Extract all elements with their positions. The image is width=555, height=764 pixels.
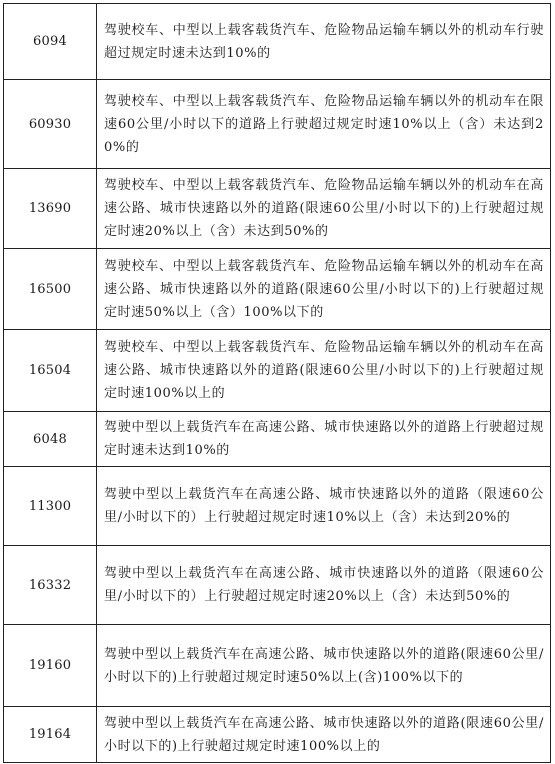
table-row xyxy=(4,625,551,707)
table-row xyxy=(4,546,551,625)
table-row xyxy=(4,249,551,330)
violation-description: 驾驶校车、中型以上载客载货汽车、危险物品运输车辆以外的机动车在高速公路、城市快速路以外的道路(限速60公里/小时以下的)上行驶超过规定时速50%以上（含）100%以下的 xyxy=(97,249,551,330)
violation-code: 16504 xyxy=(4,330,97,412)
violation-description: 驾驶中型以上载货汽车在高速公路、城市快速路以外的道路(限速60公里/小时以下的)上行驶超过规定时速50%以上(含)100%以下的 xyxy=(97,625,551,707)
violation-description: 驾驶校车、中型以上载客载货汽车、危险物品运输车辆以外的机动车行驶超过规定时速未达到10%的 xyxy=(97,4,551,80)
violation-code: 11300 xyxy=(4,467,97,546)
table-row xyxy=(4,4,551,80)
violation-code: 60930 xyxy=(4,80,97,169)
violation-description: 驾驶中型以上载货汽车在高速公路、城市快速路以外的道路上行驶超过规定时速未达到10%的 xyxy=(97,412,551,467)
table-row xyxy=(4,330,551,412)
violation-description: 驾驶校车、中型以上载客载货汽车、危险物品运输车辆以外的机动车在高速公路、城市快速路以外的道路(限速60公里/小时以下的)上行驶超过规定时速20%以上（含）未达到50%的 xyxy=(97,169,551,249)
table-row xyxy=(4,169,551,249)
violation-code: 19164 xyxy=(4,707,97,763)
violation-description: 驾驶校车、中型以上载客载货汽车、危险物品运输车辆以外的机动车在高速公路、城市快速路以外的道路(限速60公里/小时以下的)上行驶超过规定时速100%以上的 xyxy=(97,330,551,412)
violation-description: 驾驶校车、中型以上载客载货汽车、危险物品运输车辆以外的机动车在限速60公里/小时以下的道路上行驶超过规定时速10%以上（含）未达到20%的 xyxy=(97,80,551,169)
violation-code: 6094 xyxy=(4,4,97,80)
table-row xyxy=(4,707,551,763)
table-row xyxy=(4,80,551,169)
violation-code: 13690 xyxy=(4,169,97,249)
violation-description: 驾驶中型以上载货汽车在高速公路、城市快速路以外的道路（限速60公里/小时以下的）上行驶超过规定时速20%以上（含）未达到50%的 xyxy=(97,546,551,625)
violation-code: 16500 xyxy=(4,249,97,330)
violation-description: 驾驶中型以上载货汽车在高速公路、城市快速路以外的道路（限速60公里/小时以下的）上行驶超过规定时速10%以上（含）未达到20%的 xyxy=(97,467,551,546)
violation-code: 6048 xyxy=(4,412,97,467)
violation-code: 19160 xyxy=(4,625,97,707)
violation-description: 驾驶中型以上载货汽车在高速公路、城市快速路以外的道路(限速60公里/小时以下的)上行驶超过规定时速100%以上的 xyxy=(97,707,551,763)
violation-table xyxy=(3,3,551,763)
table-row xyxy=(4,467,551,546)
violation-code: 16332 xyxy=(4,546,97,625)
table-row xyxy=(4,412,551,467)
